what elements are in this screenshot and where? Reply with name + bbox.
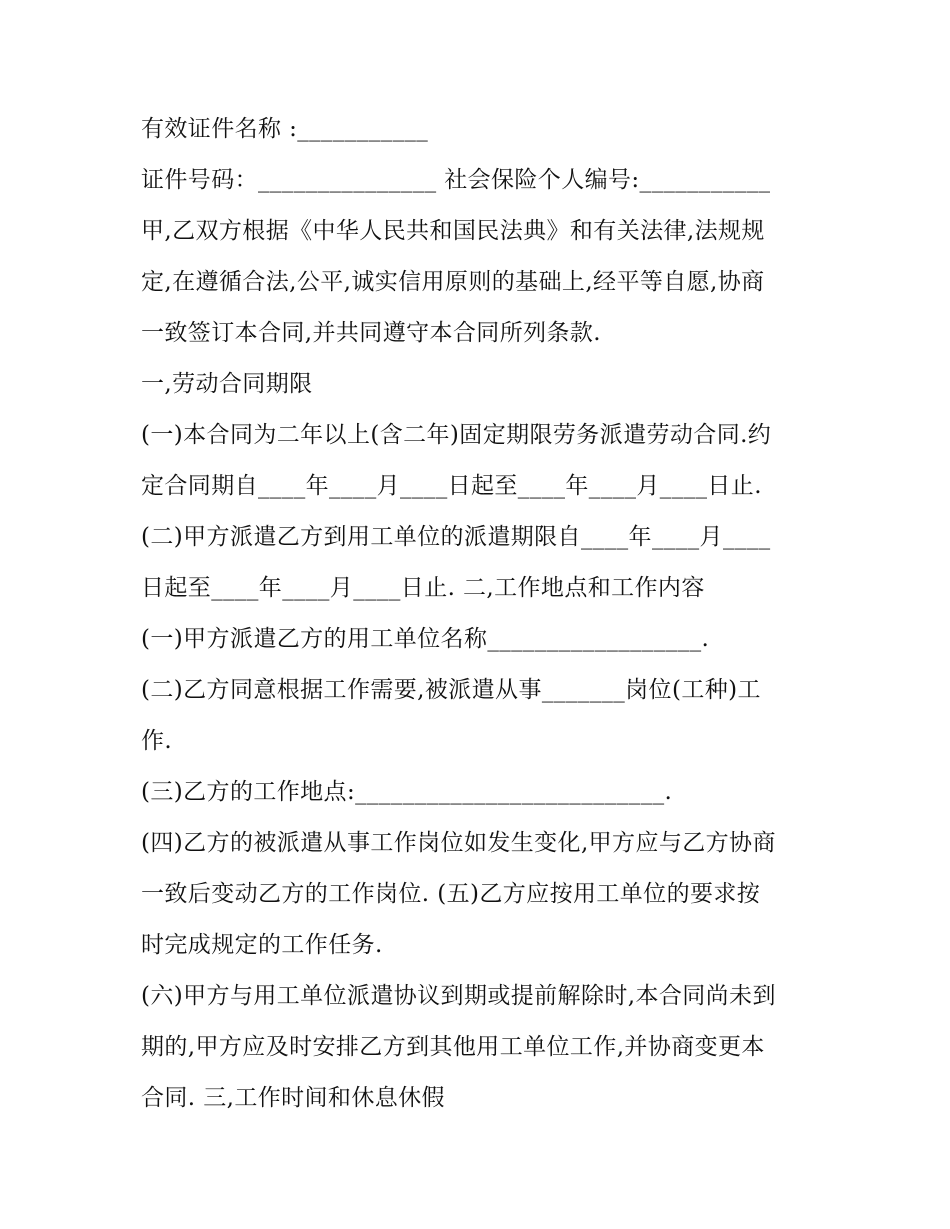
text-line: (二)甲方派遣乙方到用工单位的派遣期限自____年____月____ <box>141 524 771 550</box>
text-line: 证件号码：_______________ 社会保险个人编号:___________ <box>141 167 771 193</box>
text-line: (四)乙方的被派遣从事工作岗位如发生变化,甲方应与乙方协商 <box>141 830 776 856</box>
text-line: 合同. 三,工作时间和休息休假 <box>141 1085 445 1111</box>
text-line: 期的,甲方应及时安排乙方到其他用工单位工作,并协商变更本 <box>141 1034 765 1060</box>
text-line: 一致后变动乙方的工作岗位. (五)乙方应按用工单位的要求按 <box>141 881 761 907</box>
text-line: (三)乙方的工作地点:__________________________. <box>141 779 673 805</box>
text-line: (一)本合同为二年以上(含二年)固定期限劳务派遣劳动合同.约 <box>141 422 772 448</box>
text-line: (一)甲方派遣乙方的用工单位名称__________________. <box>141 626 710 652</box>
text-line: (六)甲方与用工单位派遣协议到期或提前解除时,本合同尚未到 <box>141 983 776 1009</box>
text-line: 时完成规定的工作任务. <box>141 932 383 958</box>
section-heading: 一,劳动合同期限 <box>141 371 313 397</box>
document-body <box>141 104 821 1124</box>
text-line: 日起至____年____月____日止. 二,工作地点和工作内容 <box>141 575 705 601</box>
text-line: 一致签订本合同,并共同遵守本合同所列条款. <box>141 320 602 346</box>
text-line: 作. <box>141 728 173 754</box>
text-line: 定合同期自____年____月____日起至____年____月____日止. <box>141 473 762 499</box>
text-line: 定,在遵循合法,公平,诚实信用原则的基础上,经平等自愿,协商 <box>141 269 765 295</box>
text-line: 甲,乙双方根据《中华人民共和国民法典》和有关法律,法规规 <box>141 218 765 244</box>
text-line: (二)乙方同意根据工作需要,被派遣从事_______岗位(工种)工 <box>141 677 761 703</box>
text-line: 有效证件名称 :___________ <box>141 116 429 142</box>
